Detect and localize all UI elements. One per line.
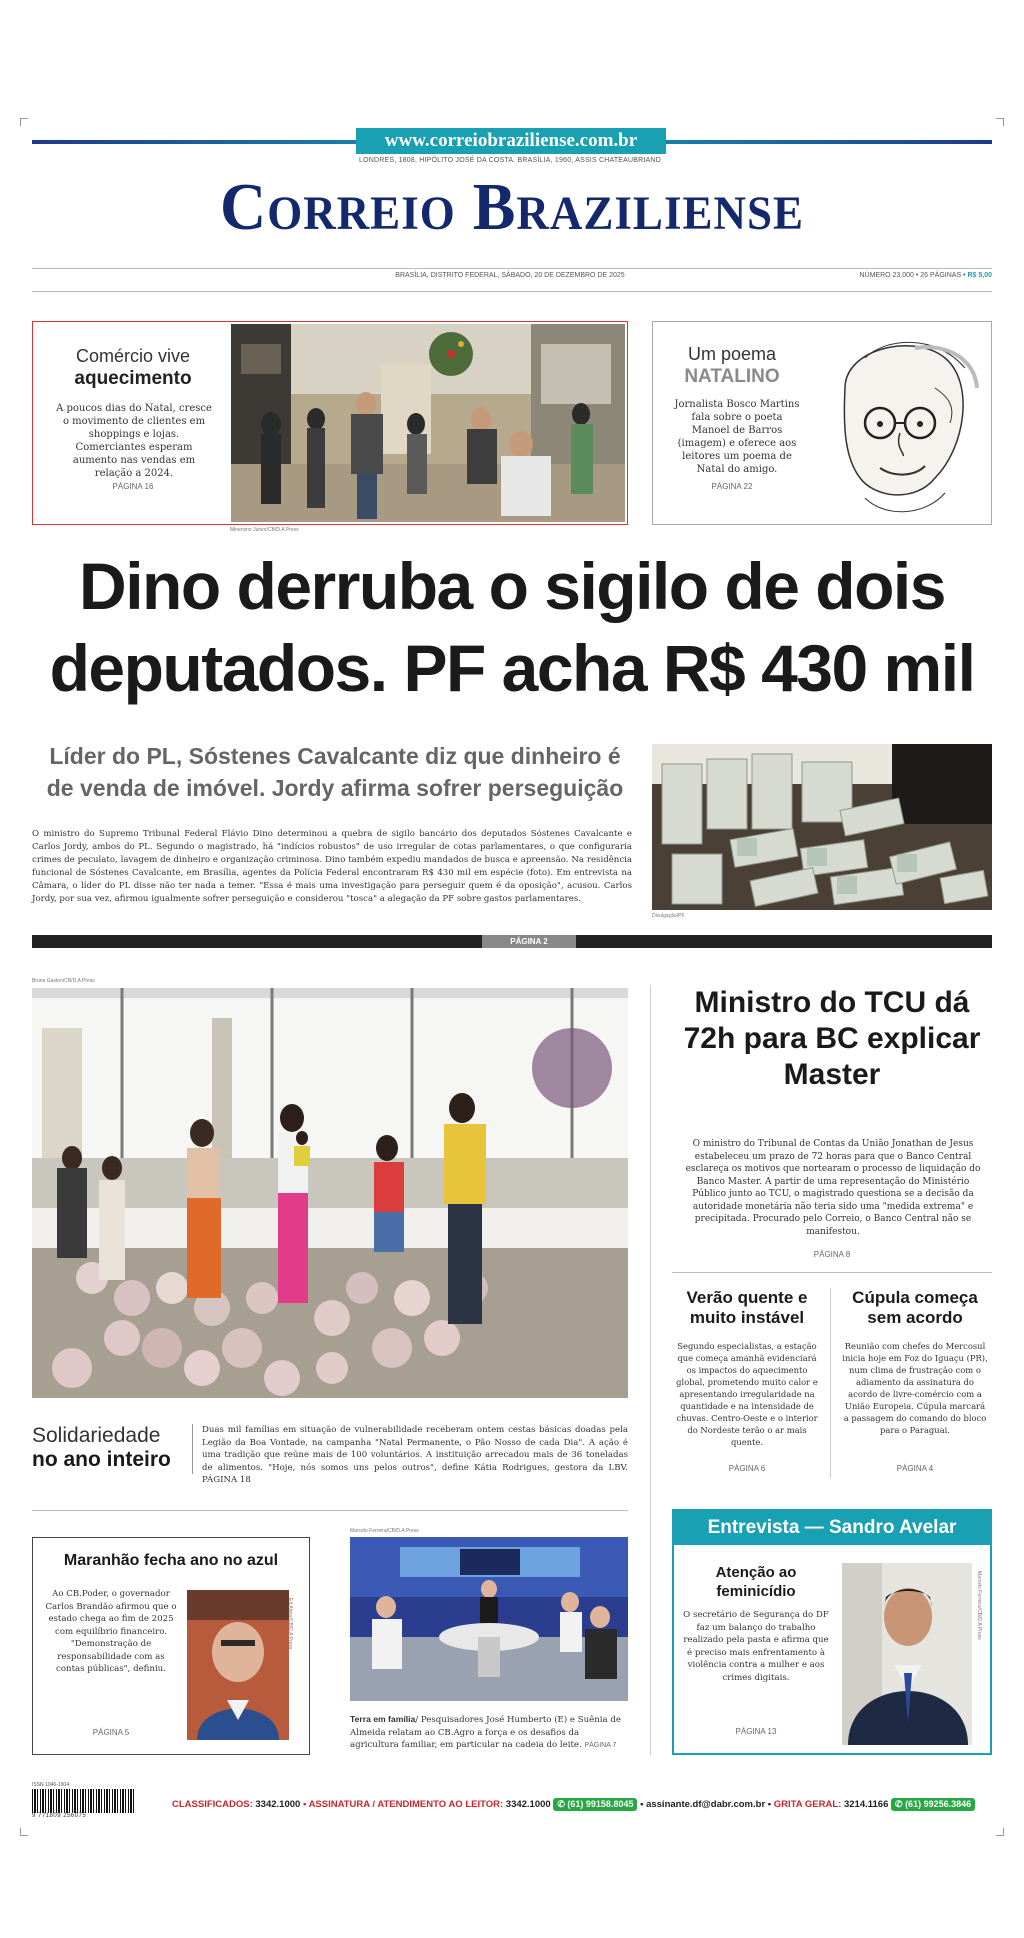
tcu-headline[interactable]: Ministro do TCU dá 72h para BC explicar Master xyxy=(683,986,981,1091)
site-url[interactable]: www.correiobraziliense.com.br xyxy=(356,128,666,154)
interview-box[interactable] xyxy=(672,1509,992,1755)
teaser-commerce-title-2: aquecimento xyxy=(74,368,192,389)
maranhao-body: Ao CB.Poder, o governador Carlos Brandão afirmou que o estado chega ao fim de 2025 com equilíbrio financeiro. "Demonstração de responsabilidade com as contas públicas", definiu. xyxy=(45,1589,177,1674)
family-farm-caption-text: / Pesquisadores José Humberto (E) e Suênia de Almeida relatam ao CB.Agro a força e os desafios da agricultura familiar, em particular na cadeia do leite. xyxy=(350,1715,621,1750)
tv-studio-photo xyxy=(350,1537,628,1701)
barcode-bars xyxy=(32,1789,136,1813)
interview-headline: Atenção ao feminicídio xyxy=(715,1564,797,1600)
teaser-poem-title-1: Um poema xyxy=(687,344,777,364)
teaser-commerce-body: A poucos dias do Natal, cresce o movimento de clientes em shoppings e lojas. Comerciantes esperam aumento nas vendas em relação a 2024. xyxy=(56,403,212,479)
tcu-body: O ministro do Tribunal de Contas da União Jonathan de Jesus estabeleceu um prazo de 72 horas para que o Banco Central esclareça os motivos que nortearam o processo de liquidação do Banco Master. A partir de uma representação do Ministério Público junto ao TCU, o magistrado questiona se a decisão da autoridade monetária não teria sido uma "medida extrema" e precipitada. Procurado pelo Correio, o Banco Central não se manifestou. xyxy=(685,1139,981,1237)
section-divider-bar xyxy=(32,935,992,948)
newsroom-number[interactable]: 3214.1166 xyxy=(843,1799,889,1810)
maranhao-credit: Ed Alves/CB/D.A Press xyxy=(287,1598,293,1650)
crop-mark-bl xyxy=(20,1828,28,1836)
teaser-commerce-title-1: Comércio vive xyxy=(75,346,191,366)
barcode xyxy=(32,1782,140,1822)
shopping-mall-photo xyxy=(231,324,625,522)
interviewee-photo xyxy=(842,1563,972,1745)
lead-subhead: Líder do PL, Sóstenes Cavalcante diz que dinheiro é de venda de imóvel. Jordy afirma sofrer perseguição xyxy=(46,743,624,801)
seized-money-credit: Divulgação/PF xyxy=(652,913,685,919)
interview-body: O secretário de Segurança do DF faz um balanço do trabalho realizado pela pasta e afirma que é preciso mais enfrentamento à violência contra a mulher e aos crimes digitais. xyxy=(683,1610,829,1683)
barcode-number: 9 771809 256075 xyxy=(32,1813,87,1819)
interview-page: PÁGINA 13 xyxy=(735,1727,777,1736)
summer-summit-rule xyxy=(830,1288,831,1478)
founders-line: LONDRES, 1808, HIPÓLITO JOSÉ DA COSTA. BRASÍLIA, 1960, ASSIS CHATEAUBRIAND xyxy=(359,157,661,164)
crop-mark-br xyxy=(996,1828,1004,1836)
classified-label: CLASSIFICADOS: xyxy=(172,1799,253,1810)
subscriber-email[interactable]: • assinante.df@dabr.com.br • xyxy=(640,1799,772,1810)
solidarity-photo-credit: Bruna Gaston/CB/D.A Press xyxy=(32,978,95,984)
summit-page: PÁGINA 4 xyxy=(896,1464,934,1473)
teaser-poem-title-2: NATALINO xyxy=(684,366,780,387)
newsroom-label: GRITA GERAL: xyxy=(773,1799,842,1810)
family-farm-credit: Marcelo Ferreira/CB/D.A Press xyxy=(350,1528,419,1534)
maranhao-box[interactable] xyxy=(32,1537,310,1755)
whatsapp-badge-1[interactable] xyxy=(553,1798,637,1811)
solidarity-title xyxy=(32,1424,182,1472)
teaser-poem-page: PÁGINA 22 xyxy=(711,482,753,491)
whatsapp-icon: ✆ xyxy=(557,1799,565,1809)
teaser-commerce[interactable] xyxy=(32,321,628,525)
poet-caricature-illustration xyxy=(805,328,985,518)
solidarity-body: Duas mil famílias em situação de vulnerabilidade receberam ontem cestas básicas doadas pela Legião da Boa Vontade, na campanha "Natal Permanente, o Pão Nosso de cada Dia". A ação é uma tradição que reúne mais de 100 voluntários. A instituição arrecadou mais de 36 toneladas de alimentos. "Hoje, nós somos uns pelos outros", define Kátia Rodrigues, gestora da LBV. PÁGINA 18 xyxy=(202,1425,628,1485)
whatsapp-number-1: (61) 99158.8045 xyxy=(567,1799,634,1809)
teaser-commerce-page: PÁGINA 16 xyxy=(112,482,154,491)
lead-page-ref[interactable]: PÁGINA 2 xyxy=(482,935,576,948)
lead-headline[interactable]: Dino derruba o sigilo de dois deputados. PF acha R$ 430 mil xyxy=(49,549,975,705)
summer-page: PÁGINA 6 xyxy=(728,1464,766,1473)
crop-mark-tr xyxy=(996,118,1004,126)
solidarity-title-1: Solidariedade xyxy=(32,1424,161,1447)
price: R$ 5,00 xyxy=(967,272,992,279)
whatsapp-number-2: (61) 99256.3846 xyxy=(905,1799,972,1809)
maranhao-page: PÁGINA 5 xyxy=(92,1728,130,1737)
teaser-poem[interactable] xyxy=(652,321,992,525)
summer-headline[interactable]: Verão quente e muito instável xyxy=(686,1288,808,1327)
interview-credit: Marcelo Ferreira/CB/D.A Press xyxy=(976,1571,982,1640)
column-vertical-rule xyxy=(650,985,651,1755)
subscription-number[interactable]: 3342.1000 xyxy=(505,1799,551,1810)
masthead-logo: Correio Braziliense xyxy=(219,169,805,244)
teaser-commerce-credit: Minervino Júnior/CB/D.A Press xyxy=(230,527,299,533)
edition-number: NÚMERO 23.000 • 26 PÁGINAS • xyxy=(859,272,966,279)
family-farm-page: PÁGINA 7 xyxy=(584,1742,617,1749)
whatsapp-badge-2[interactable] xyxy=(891,1798,975,1811)
family-farm-caption-title: Terra em família xyxy=(350,1714,416,1724)
summer-body: Segundo especialistas, a estação que começa amanhã evidenciará os impactos do aquecimento global, prometendo muito calor e apresentando irregularidade na quantidade e na intensidade de chuvas. Centro-Oeste e o interior do Nordeste terão o ar mais quente. xyxy=(676,1341,818,1447)
issn: ISSN 1046-1904 xyxy=(32,1782,69,1788)
seized-money-photo xyxy=(652,744,992,910)
subscription-label: • ASSINATURA / ATENDIMENTO AO LEITOR: xyxy=(302,1799,504,1810)
solidarity-title-2: no ano inteiro xyxy=(32,1448,171,1471)
maranhao-headline: Maranhão fecha ano no azul xyxy=(63,1552,279,1569)
crop-mark-tl xyxy=(20,118,28,126)
whatsapp-icon: ✆ xyxy=(895,1799,903,1809)
footer-contacts xyxy=(172,1798,975,1811)
classified-number[interactable]: 3342.1000 xyxy=(255,1799,301,1810)
tcu-rule xyxy=(672,1272,992,1273)
dateline: BRASÍLIA, DISTRITO FEDERAL, SÁBADO, 20 DE DEZEMBRO DE 2025 xyxy=(395,272,625,279)
masthead-rule xyxy=(32,268,992,269)
left-column-rule xyxy=(32,1510,628,1511)
interview-banner xyxy=(674,1511,990,1545)
family-farm-caption xyxy=(350,1713,628,1753)
interview-banner-text: Entrevista — Sandro Avelar xyxy=(707,1517,957,1538)
teaser-poem-body: Jornalista Bosco Martins fala sobre o poeta Manoel de Barros (imagem) e oferece aos leitores um poema de Natal do amigo. xyxy=(674,399,800,475)
edition-info xyxy=(820,272,992,279)
tcu-page: PÁGINA 8 xyxy=(813,1250,851,1259)
dateline-rule xyxy=(32,291,992,292)
governor-photo xyxy=(187,1590,289,1740)
solidarity-rule xyxy=(192,1424,193,1474)
summit-headline[interactable]: Cúpula começa sem acordo xyxy=(852,1288,978,1327)
lead-body: O ministro do Supremo Tribunal Federal Flávio Dino determinou a quebra de sigilo bancário dos deputados Sóstenes Cavalcante e Carlos Jordy, ambos do PL. Segundo o magistrado, há "indícios robustos" de uso irregular de cotas parlamentares, o que configuraria crimes de peculato, lavagem de dinheiro e organização criminosa. Dino também expediu mandados de busca e apreensão. Na residência funcional de Sóstenes Cavalcante, em Brasília, agentes da Polícia Federal encontraram R$ 430 mil em espécie (foto). Em entrevista na Câmara, o líder do PL disse não ter nada a temer. "Essa é mais uma investigação para perseguir quem é da oposição", acusou. Carlos Jordy, por sua vez, afirmou igualmente sofrer perseguição e considerou "tosca" a alegação da PF sobre gastos parlamentares. xyxy=(32,829,632,904)
food-donation-photo xyxy=(32,988,628,1398)
summit-body: Reunião com chefes do Mercosul inicia hoje em Foz do Iguaçu (PR), num clima de frustração com o adiamento da assinatura do acordo de livre-comércio com a União Europeia. Cúpula marcará a passagem do comando do bloco para o Paraguai. xyxy=(842,1341,988,1435)
